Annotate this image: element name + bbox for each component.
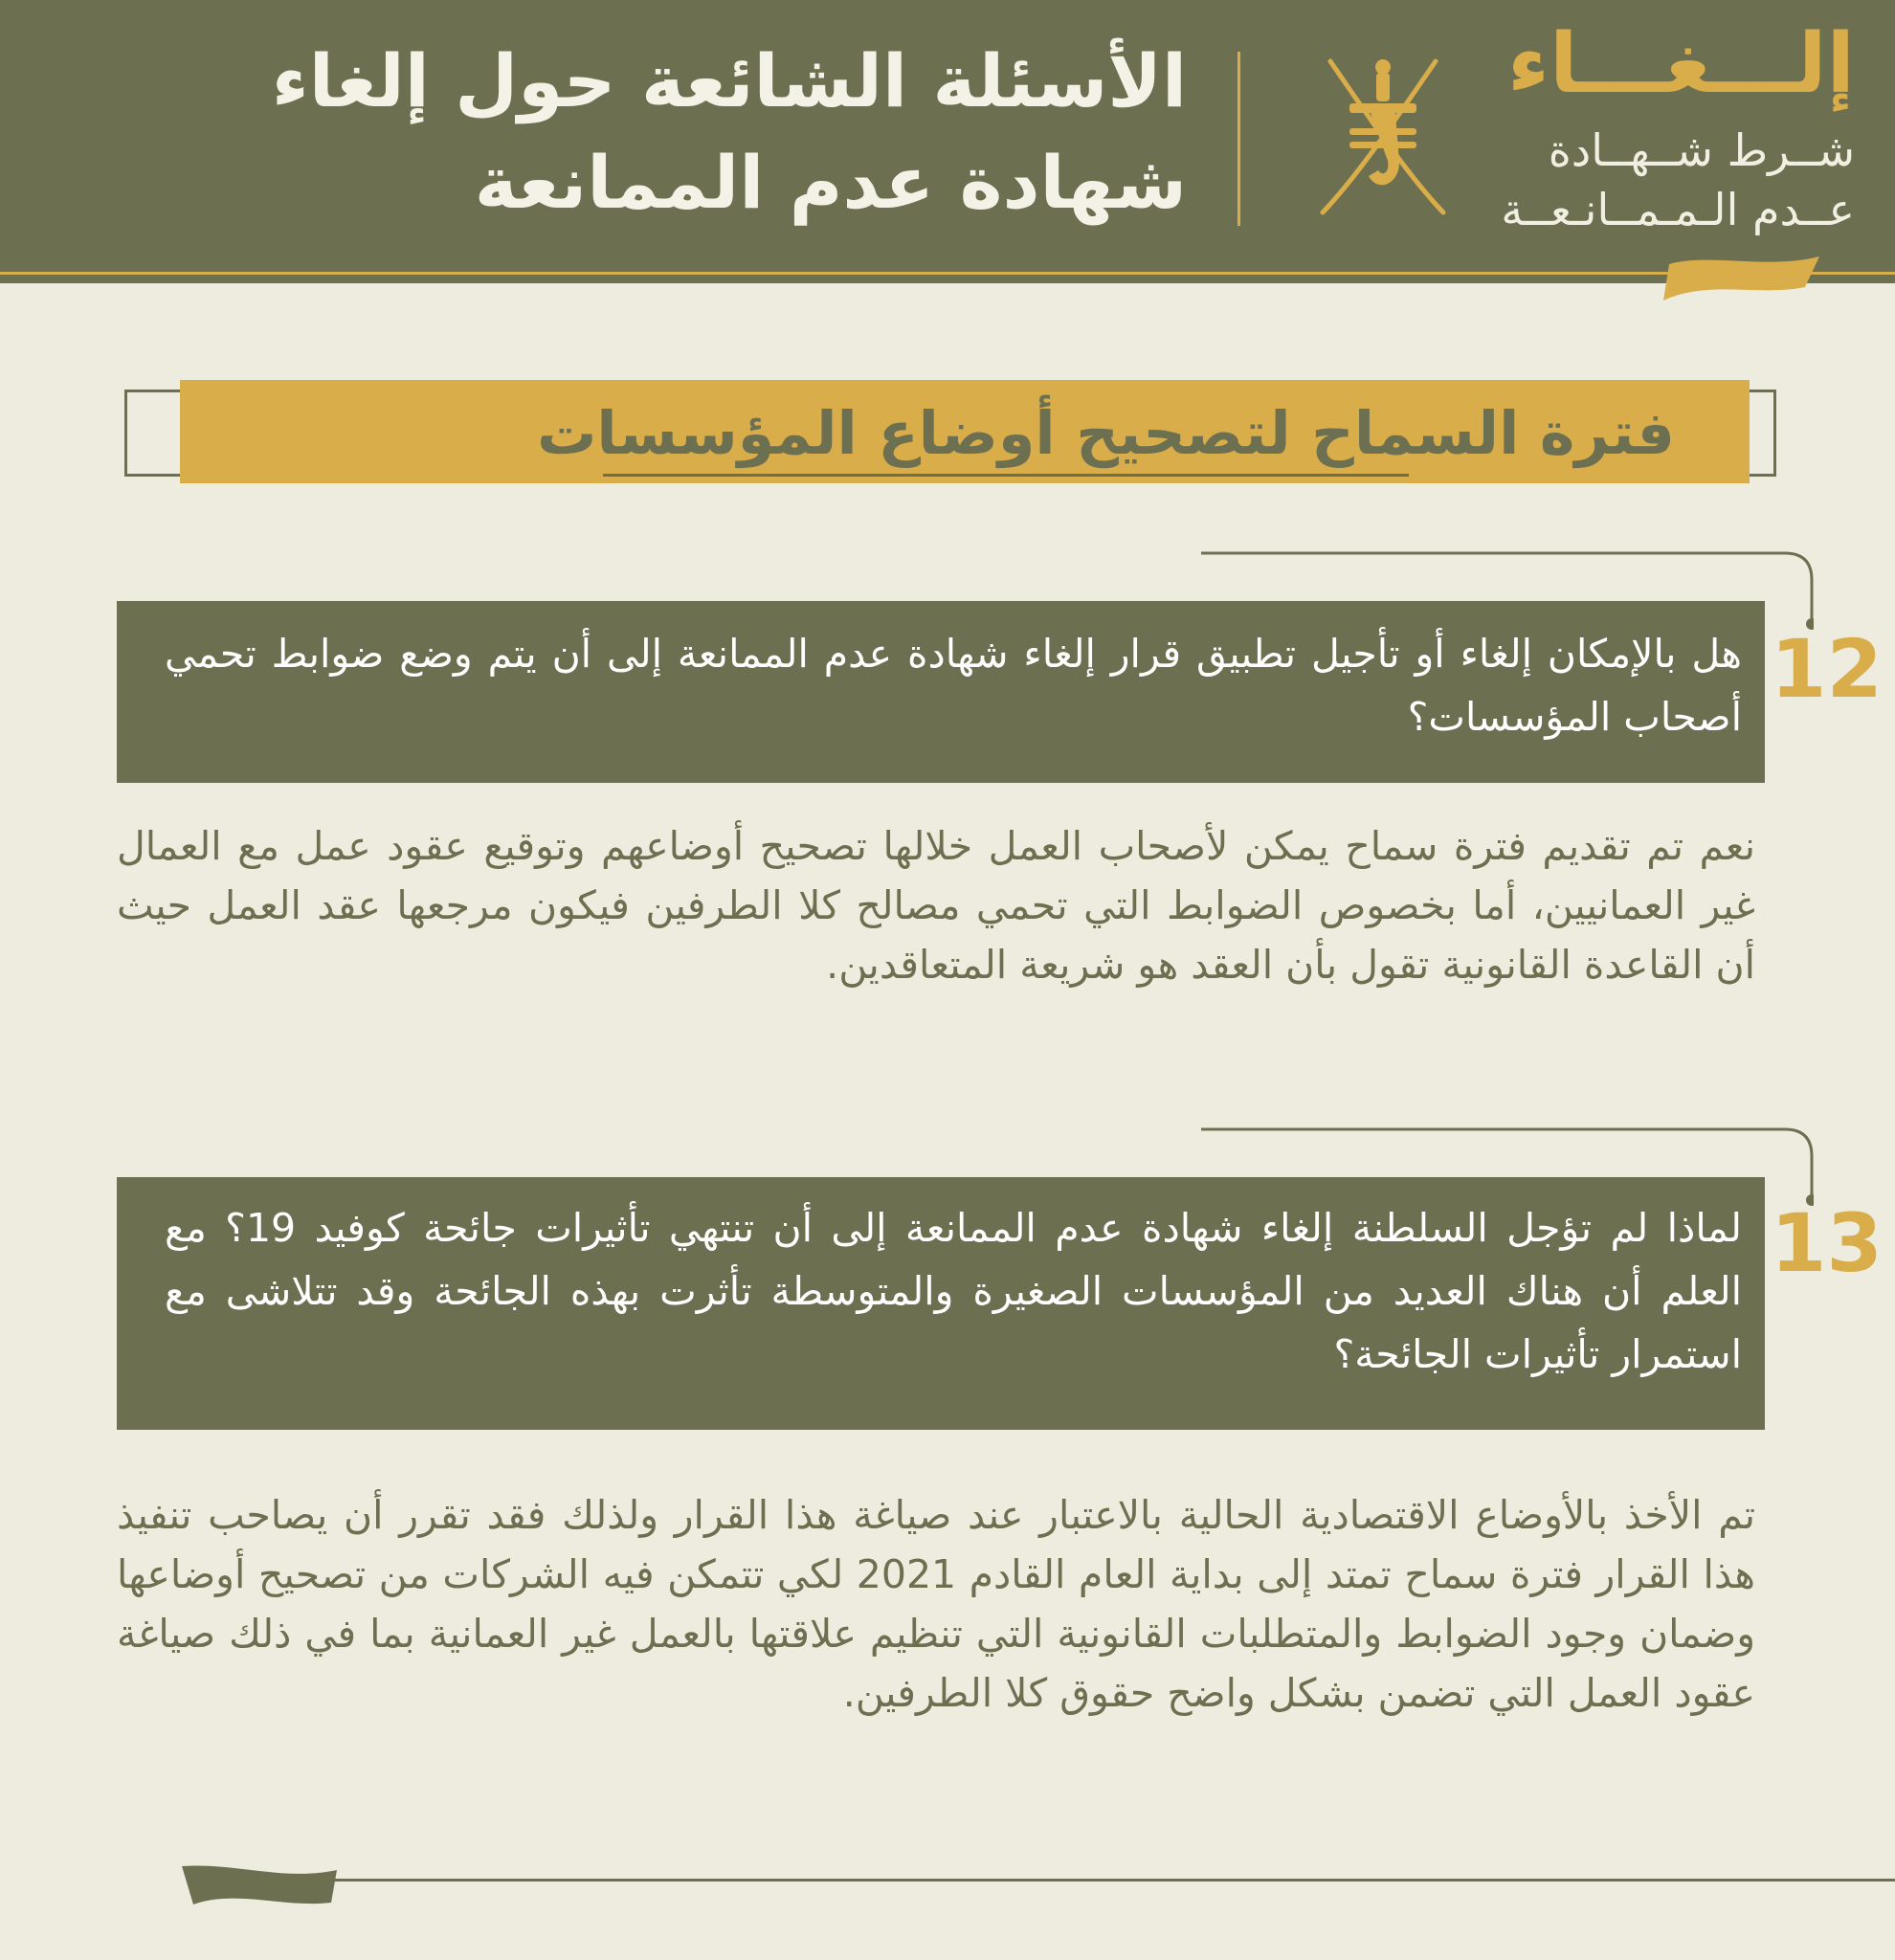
- logo-subtitle-line2: عــدم الـمـمــانـعــة: [1501, 184, 1855, 235]
- section-title-underline: [603, 474, 1409, 477]
- section-title: فترة السماح لتصحيح أوضاع المؤسسات: [537, 398, 1675, 468]
- header-ribbon-decoration: [1661, 251, 1824, 304]
- logo-title: إلـــغـــاء: [1507, 16, 1855, 112]
- header-gold-line: [0, 272, 1895, 275]
- faq-13-number: 13: [1771, 1196, 1883, 1290]
- page-title-line2: شهادة عدم الممانعة: [474, 140, 1187, 225]
- faq-12-number: 12: [1771, 622, 1883, 716]
- faq-13-question: لماذا لم تؤجل السلطنة إلغاء شهادة عدم الممانعة إلى أن تنتهي تأثيرات جائحة كوفيد 19؟ مع العلم أن هناك العديد من المؤسسات الصغيرة والمتوسطة تأثرت بهذه الجائحة وقد تتلاشى مع استمرار تأثيرات الجائحة؟: [165, 1205, 1743, 1377]
- page-title: [57, 31, 1187, 234]
- page-title-line1: الأسئلة الشائعة حول إلغاء: [271, 38, 1187, 123]
- footer-ribbon-decoration: [178, 1860, 341, 1910]
- logo-subtitle-line1: شــرط شــهــادة: [1548, 124, 1855, 176]
- logo-subtitle: [1501, 121, 1855, 239]
- faq-12-question: هل بالإمكان إلغاء أو تأجيل تطبيق قرار إلغاء شهادة عدم الممانعة إلى أن يتم وضع ضوابط تحمي أصحاب المؤسسات؟: [165, 631, 1742, 740]
- faq-12-answer: نعم تم تقديم فترة سماح يمكن لأصحاب العمل خلالها تصحيح أوضاعهم وتوقيع عقود عمل مع العمال غير العمانيين، أما بخصوص الضوابط التي تحمي مصالح كلا الطرفين فيكون مرجعها عقد العمل حيث أن القاعدة القانونية تقول بأن العقد هو شريعة المتعاقدين.: [117, 823, 1755, 988]
- footer-line: [306, 1879, 1895, 1882]
- oman-khanjar-emblem-icon: [1311, 50, 1455, 222]
- faq-13-answer: تم الأخذ بالأوضاع الاقتصادية الحالية بالاعتبار عند صياغة هذا القرار ولذلك فقد تقرر أن يصاحب تنفيذ هذا القرار فترة سماح تمتد إلى بداية العام القادم 2021 لكي تتمكن فيه الشركات من تصحيح أوضاعها وضمان وجود الضوابط والمتطلبات القانونية التي تنظيم علاقتها بالعمل غير العمانية بما في ذلك صياغة عقود العمل التي تضمن بشكل واضح حقوق كلا الطرفين.: [117, 1492, 1756, 1716]
- header-divider: [1237, 52, 1240, 226]
